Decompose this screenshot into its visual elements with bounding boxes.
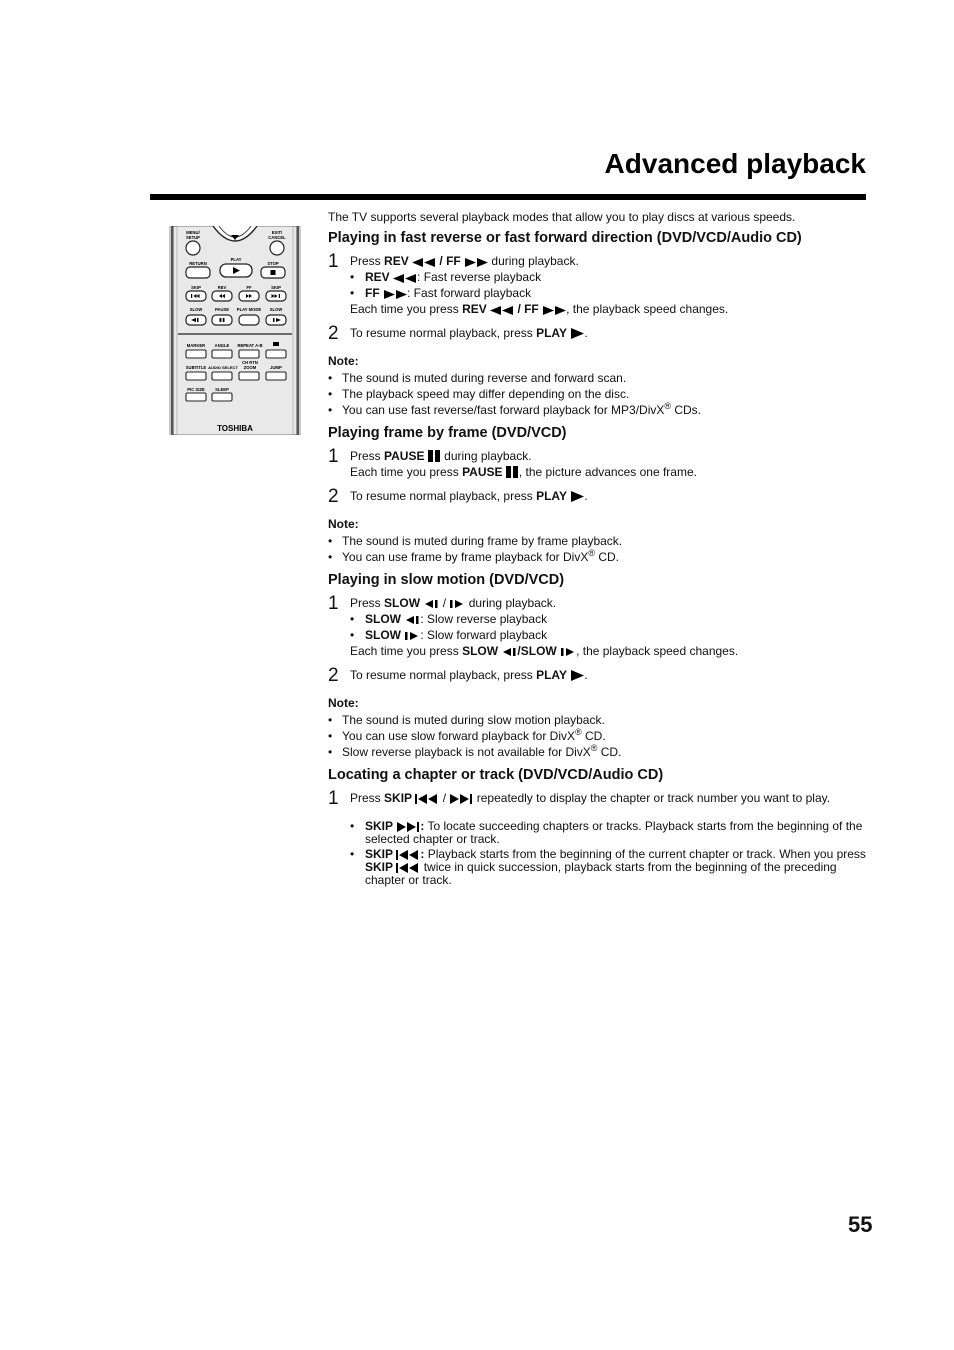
registered-mark: ®	[575, 727, 582, 737]
section-heading-slow: Playing in slow motion (DVD/VCD)	[328, 572, 565, 588]
text: Slow reverse playback is not available for DivX	[342, 745, 591, 759]
text: Each time you press	[350, 302, 459, 316]
remote-label-slow-left: SLOW	[189, 307, 203, 312]
text: Each time you press	[350, 644, 459, 658]
bullet-list	[350, 820, 868, 887]
exit-cancel-button	[270, 241, 284, 255]
section-fast-playback	[328, 229, 868, 418]
slow-label: SLOW	[384, 596, 421, 610]
text: Press	[350, 254, 381, 268]
text: Press	[350, 596, 381, 610]
text: To locate succeeding chapters or tracks. Playback starts from the beginning of the selected chapter or track.	[365, 819, 863, 846]
step-number: 1	[328, 446, 339, 467]
note-label: Note:	[328, 517, 359, 531]
remote-label-menu-setup: MENU/	[186, 230, 200, 235]
pause-button	[212, 315, 232, 325]
ff-label: FF	[365, 286, 380, 300]
remote-label-jump: JUMP	[270, 365, 282, 370]
step-number: 2	[328, 486, 339, 507]
sleep-button	[212, 393, 232, 401]
remote-label-skip-right: SKIP	[271, 285, 281, 290]
skip-back-icon	[396, 863, 420, 873]
section-heading-skip: Locating a chapter or track (DVD/VCD/Audio CD)	[328, 767, 664, 783]
remote-label-menu-setup-2: SETUP	[186, 235, 200, 240]
remote-label-angle: ANGLE	[214, 343, 230, 348]
remote-label-return: RETURN	[189, 261, 207, 266]
main-content	[328, 209, 868, 891]
step-1	[328, 448, 868, 480]
text: Each time you press	[350, 465, 459, 479]
separator: /	[442, 791, 447, 805]
step-1	[328, 253, 868, 317]
play-label: PLAY	[536, 668, 567, 682]
pic-size-button	[186, 393, 206, 401]
remote-label-stop: STOP	[267, 261, 279, 266]
step-instruction: To resume normal playback, press PLAY .	[350, 326, 588, 340]
remote-label-audio-select: AUDIO SELECT	[208, 365, 238, 370]
skip-label: SKIP	[365, 819, 394, 833]
step-number: 1	[328, 251, 339, 272]
remote-label-play-mode: PLAY MODE	[236, 307, 262, 312]
slow-reverse-icon	[501, 647, 517, 657]
step-2	[328, 323, 868, 344]
pause-label: PAUSE	[462, 465, 503, 479]
step-detail	[350, 301, 868, 317]
play-icon	[570, 491, 584, 502]
bullet-list	[350, 611, 868, 643]
text: Playback starts from the beginning of the current chapter or track. When you press	[427, 847, 866, 861]
ff-label: / FF	[517, 302, 539, 316]
list-item	[350, 285, 868, 301]
text: : Fast reverse playback	[417, 270, 542, 284]
rev-icon	[490, 306, 514, 315]
list-item	[350, 627, 868, 643]
menu-setup-button	[186, 241, 200, 255]
text: during playback.	[491, 254, 579, 268]
page-title: Advanced playback	[604, 148, 866, 179]
rev-label: REV	[384, 254, 409, 268]
remote-label-rev: REV	[217, 285, 227, 290]
note-item	[328, 549, 868, 565]
ff-icon	[383, 290, 407, 299]
text: during playback.	[444, 449, 532, 463]
skip-label: SKIP	[365, 860, 394, 874]
step-instruction	[350, 253, 868, 269]
rev-icon	[412, 258, 436, 267]
skip-label: SKIP	[365, 847, 394, 861]
step-2	[328, 486, 868, 507]
list-item	[350, 820, 868, 846]
text: Press	[350, 791, 381, 805]
text: You can use fast reverse/fast forward playback for MP3/DivX	[342, 403, 665, 417]
step-1	[328, 595, 868, 659]
slow-label: SLOW	[365, 612, 401, 626]
section-locating-chapter	[328, 766, 868, 887]
tv-button	[266, 350, 286, 358]
pause-label: PAUSE	[384, 449, 425, 463]
step-1	[328, 790, 868, 887]
remote-control-illustration	[169, 226, 301, 435]
note-item	[328, 744, 868, 760]
note-label: Note:	[328, 354, 359, 368]
step-2	[328, 665, 868, 686]
note-item: • The sound is muted during reverse and forward scan.	[328, 370, 868, 386]
section-heading-frame: Playing frame by frame (DVD/VCD)	[328, 425, 567, 441]
remote-label-repeat-ab: REPEAT A-B	[237, 343, 263, 348]
skip-forward-icon	[449, 794, 473, 804]
jump-button	[266, 372, 286, 380]
list-item	[350, 611, 868, 627]
remote-label-exit-cancel: EXIT/	[271, 230, 283, 235]
slow-label: SLOW	[462, 644, 499, 658]
note-list	[328, 712, 868, 760]
slow-forward-icon	[560, 647, 576, 657]
slow-label: /SLOW	[517, 644, 557, 658]
text: , the playback speed changes.	[566, 302, 729, 316]
ff-label: / FF	[439, 254, 461, 268]
step-detail	[350, 464, 868, 480]
text: To resume normal playback, press	[350, 326, 533, 340]
step-number: 1	[328, 593, 339, 614]
text: during playback.	[468, 596, 557, 610]
text: You can use frame by frame playback for DivX	[342, 550, 589, 564]
remote-label-marker: MARKER	[186, 343, 206, 348]
repeat-ab-button	[239, 350, 259, 358]
step-instruction	[350, 595, 868, 611]
step-instruction: To resume normal playback, press PLAY .	[350, 668, 588, 682]
text: CD.	[594, 550, 619, 564]
remote-label-ch-rtn: CH RTN	[242, 360, 258, 365]
audio-select-button	[212, 372, 232, 380]
registered-mark: ®	[588, 548, 595, 558]
slow-reverse-icon	[423, 599, 439, 609]
play-icon	[570, 670, 584, 681]
note-label: Note:	[328, 696, 359, 710]
note-item	[328, 728, 868, 744]
step-detail	[350, 643, 868, 659]
zoom-button	[239, 372, 259, 380]
note-item: • The sound is muted during frame by frame playback.	[328, 533, 868, 549]
bullet-list	[350, 269, 868, 301]
return-button	[186, 267, 210, 278]
play-label: PLAY	[536, 326, 567, 340]
remote-brand-logo: TOSHIBA	[217, 424, 253, 433]
subtitle-button	[186, 372, 206, 380]
play-icon	[570, 328, 584, 339]
skip-back-icon	[415, 794, 439, 804]
pause-icon	[428, 450, 441, 462]
text: : Slow reverse playback	[420, 612, 548, 626]
tv-icon	[273, 342, 279, 346]
step-number: 2	[328, 665, 339, 686]
text: To resume normal playback, press	[350, 489, 533, 503]
marker-button	[186, 350, 206, 358]
step-number: 2	[328, 323, 339, 344]
remote-label-play: PLAY	[230, 257, 242, 262]
remote-label-slow-right: SLOW	[269, 307, 283, 312]
pause-icon	[506, 466, 519, 478]
play-label: PLAY	[536, 489, 567, 503]
note-item: • The playback speed may differ depending on the disc.	[328, 386, 868, 402]
rev-icon	[393, 274, 417, 283]
step-instruction	[350, 448, 868, 464]
text: : Fast forward playback	[407, 286, 532, 300]
stop-icon	[271, 270, 276, 275]
ff-icon	[542, 306, 566, 315]
remote-label-pause: PAUSE	[214, 307, 230, 312]
list-item	[350, 269, 868, 285]
text: : Slow forward playback	[420, 628, 548, 642]
slow-forward-icon	[404, 631, 420, 641]
step-instruction: To resume normal playback, press PLAY .	[350, 489, 588, 503]
section-frame-by-frame	[328, 424, 868, 565]
slow-label: SLOW	[365, 628, 401, 642]
registered-mark: ®	[664, 401, 672, 411]
remote-label-skip-left: SKIP	[191, 285, 201, 290]
intro-text: The TV supports several playback modes that allow you to play discs at various speeds.	[328, 210, 796, 224]
list-item	[350, 848, 868, 887]
step-instruction	[350, 790, 868, 806]
angle-button	[212, 350, 232, 358]
text: CD.	[581, 729, 606, 743]
section-slow-motion	[328, 571, 868, 760]
remote-label-exit-cancel-2: CANCEL	[268, 235, 286, 240]
skip-forward-icon	[396, 822, 420, 832]
note-item: • The sound is muted during slow motion playback.	[328, 712, 868, 728]
remote-label-zoom: ZOOM	[243, 365, 257, 370]
section-heading-fast: Playing in fast reverse or fast forward direction (DVD/VCD/Audio CD)	[328, 230, 802, 246]
remote-label-subtitle: SUBTITLE	[185, 365, 207, 370]
note-list	[328, 533, 868, 565]
title-rule	[150, 194, 866, 200]
text: twice in quick succession, playback starts from the beginning of the preceding chapter or track.	[365, 860, 837, 887]
slow-reverse-icon	[404, 615, 420, 625]
text: repeatedly to display the chapter or track number you want to play.	[476, 791, 831, 805]
note-list	[328, 370, 868, 418]
page-number: 55	[848, 1212, 873, 1237]
play-mode-button	[239, 315, 259, 325]
skip-label: SKIP	[384, 791, 413, 805]
text: Press	[350, 449, 381, 463]
registered-mark: ®	[590, 743, 598, 753]
separator: /	[442, 596, 447, 610]
remote-label-ff: FF	[246, 285, 252, 290]
colon: :	[420, 819, 425, 833]
remote-label-pic-size: PIC SIZE	[187, 387, 205, 392]
text: , the playback speed changes.	[576, 644, 739, 658]
rev-label: REV	[365, 270, 390, 284]
text: , the picture advances one frame.	[518, 465, 697, 479]
skip-back-icon	[396, 850, 420, 860]
text: To resume normal playback, press	[350, 668, 533, 682]
note-item	[328, 402, 868, 418]
rev-label: REV	[462, 302, 487, 316]
text: CD.	[597, 745, 622, 759]
step-number: 1	[328, 788, 339, 809]
remote-label-sleep: SLEEP	[215, 387, 229, 392]
colon: :	[420, 847, 425, 861]
slow-forward-icon	[449, 599, 465, 609]
ff-icon	[464, 258, 488, 267]
text: CDs.	[671, 403, 702, 417]
text: You can use slow forward playback for DivX	[342, 729, 576, 743]
